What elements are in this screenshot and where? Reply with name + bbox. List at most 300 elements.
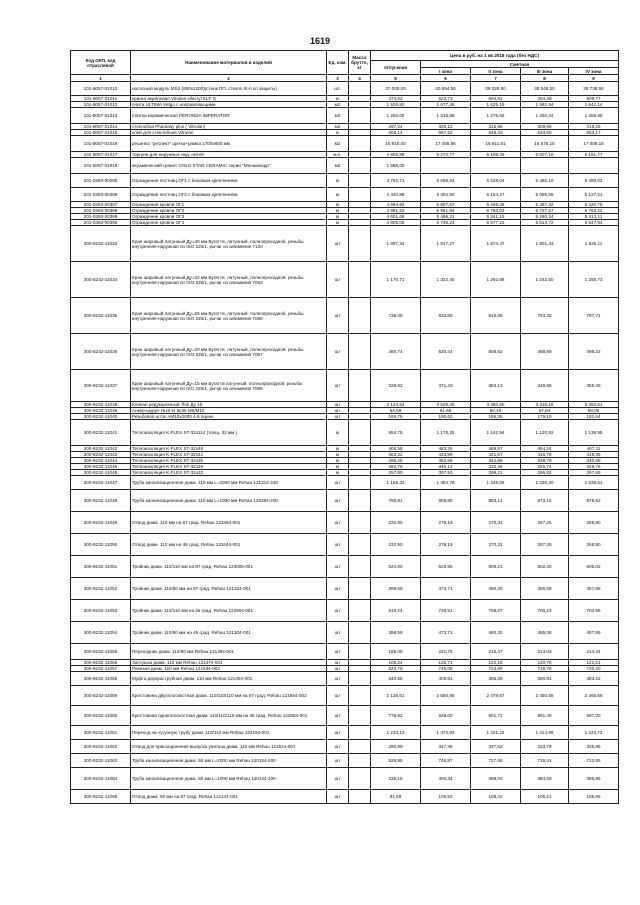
row-retail-price: 4 805,08: [371, 220, 421, 226]
row-name: Кран шаровый латунный Ду=32 мм Бугатти, латунный, полнопроходной, резьбы внутренняя-наружная по ISO 228/1, рычаг из алюминия 7063: [131, 262, 327, 298]
row-zone4-price: 509,77: [569, 96, 619, 102]
row-unit: шт: [327, 660, 349, 666]
table-row: [71, 644, 619, 660]
header-name: Наименование материалов и изделий: [131, 51, 327, 75]
row-unit: кг: [327, 96, 349, 102]
row-zone1-price: 1 322,40: [421, 262, 471, 298]
table-row: [71, 686, 619, 706]
row-zone2-price: 5 449,36: [471, 202, 521, 208]
row-name: Ограждение кровли ОГ3: [131, 214, 327, 220]
row-mass: [349, 556, 371, 578]
header-zone4: IV зона: [569, 68, 619, 75]
row-zone2-price: 883,14: [471, 490, 521, 512]
row-zone3-price: 455,08: [521, 622, 569, 644]
col-number: 7: [471, 75, 521, 82]
row-zone3-price: 416,78: [521, 452, 569, 458]
row-retail-price: 4 805,88: [371, 152, 421, 158]
row-retail-price: 15 910,00: [371, 136, 421, 152]
row-zone2-price: 421,57: [471, 452, 521, 458]
row-code: 300-8232-11064: [71, 768, 131, 790]
row-zone1-price: 109,52: [421, 790, 471, 804]
table-row: [71, 672, 619, 686]
row-zone3-price: 390,81: [521, 672, 569, 686]
row-zone4-price: 121,51: [569, 660, 619, 666]
row-name: решетка "респект" щетка+рамка 1700х800 мм: [131, 136, 327, 152]
row-zone3-price: 384,59: [521, 768, 569, 790]
row-zone3-price: 633,60: [521, 130, 569, 136]
col-number: 4: [349, 75, 371, 82]
row-mass: [349, 706, 371, 726]
row-zone1-price: 5 739,24: [421, 220, 471, 226]
row-zone2-price: 1 345,56: [471, 476, 521, 490]
row-retail-price: 1 697,34: [371, 226, 421, 262]
row-name: Резьбовой шток AM10x2000 4.8 оцинк.: [131, 414, 327, 420]
table-row: [71, 754, 619, 768]
col-number: 5: [371, 75, 421, 82]
row-mass: [349, 644, 371, 660]
table-row: [71, 726, 619, 740]
row-code: 101-8057-01012: [71, 102, 131, 108]
row-zone3-price: 5 280,34: [521, 214, 569, 220]
row-code: 300-8232-11055: [71, 644, 131, 660]
row-unit: шт: [327, 686, 349, 706]
row-zone4-price: 105,86: [569, 790, 619, 804]
row-unit: м: [327, 470, 349, 476]
col-number: 9: [569, 75, 619, 82]
row-retail-price: 284,75: [371, 464, 421, 470]
row-name: Крестовина двухплоскостная диам. 110/110/110 мм на 87 град. Rehau 121564-002: [131, 686, 327, 706]
row-zone1-price: 278,19: [421, 512, 471, 534]
header-price-title: Цена в руб. на 1 кв 2018 года (без НДС): [371, 51, 619, 61]
row-code: 300-8232-11057: [71, 666, 131, 672]
row-retail-price: 396,59: [371, 622, 421, 644]
row-name: Заглушка диам. 110 мм Rehau 121474-001: [131, 660, 327, 666]
row-zone2-price: 609,21: [471, 556, 521, 578]
row-zone3-price: 295,82: [521, 470, 569, 476]
row-zone1-price: 5 688,64: [421, 174, 471, 188]
row-name: Теплоизоляция K-FLEX ST-32x35: [131, 458, 327, 464]
row-code: 300-8232-11048: [71, 490, 131, 512]
table-row: [71, 490, 619, 512]
row-zone1-price: 483,26: [421, 446, 471, 452]
row-mass: [349, 136, 371, 152]
row-retail-price: 1 200,00: [371, 108, 421, 124]
row-unit: шт: [327, 790, 349, 804]
row-zone3-price: 5 727,67: [521, 208, 569, 214]
table-row: [71, 600, 619, 622]
row-code: 300-8232-11035: [71, 298, 131, 334]
row-retail-price: 1 528,82: [371, 102, 421, 108]
row-zone1-price: 928,00: [421, 706, 471, 726]
row-zone4-price: 268,90: [569, 512, 619, 534]
row-zone2-price: 460,30: [471, 578, 521, 600]
row-zone3-price: 455,08: [521, 578, 569, 600]
row-zone4-price: 319,25: [569, 124, 619, 130]
row-zone2-price: 1 292,88: [471, 262, 521, 298]
row-unit: шт: [327, 262, 349, 298]
row-zone2-price: 2 478,67: [471, 686, 521, 706]
row-mass: [349, 226, 371, 262]
row-zone2-price: 60,19: [471, 408, 521, 414]
row-zone4-price: 498,22: [569, 334, 619, 370]
row-name: Теплоизоляция K-FLEX ST-32x28: [131, 464, 327, 470]
row-name: Теплоизоляция K-FLEX ST-32x42: [131, 452, 327, 458]
row-zone1-price: 221,75: [421, 644, 471, 660]
row-zone4-price: 1 138,95: [569, 420, 619, 446]
row-unit: шт: [327, 414, 349, 420]
row-retail-price: 954,75: [371, 420, 421, 446]
row-zone1-price: 400,34: [421, 768, 471, 790]
row-retail-price: 738,06: [371, 298, 421, 334]
row-name: клей для стеклобоев Vitrulan: [131, 130, 327, 136]
row-zone4-price: 335,85: [569, 740, 619, 754]
row-mass: [349, 768, 371, 790]
row-name: стеклобои Phantasy plus ( Vitrulan): [131, 124, 327, 130]
row-code: 300-8232-11062: [71, 740, 131, 754]
row-unit: м: [327, 202, 349, 208]
row-mass: [349, 686, 371, 706]
row-zone3-price: 57,84: [521, 408, 569, 414]
row-zone2-price: 106,42: [471, 790, 521, 804]
row-retail-price: 4 694,92: [371, 202, 421, 208]
row-code: 201-0393-00390: [71, 220, 131, 226]
table-row: [71, 334, 619, 370]
row-zone4-price: 5 161,77: [569, 152, 619, 158]
row-zone4-price: 2 465,69: [569, 686, 619, 706]
row-retail-price: 460,74: [371, 334, 421, 370]
row-unit: шт: [327, 298, 349, 334]
row-code: 300-8232-11052: [71, 578, 131, 600]
col-number: 3: [327, 75, 349, 82]
row-zone1-price: 125,71: [421, 660, 471, 666]
row-code: 300-8232-11038: [71, 402, 131, 408]
row-code: 300-8232-11065: [71, 790, 131, 804]
row-name: Теплоизоляция K-FLEX ST-32x22: [131, 470, 327, 476]
row-zone3-price: 1 120,92: [521, 420, 569, 446]
table-row: [71, 578, 619, 600]
row-zone3-price: 120,76: [521, 660, 569, 666]
row-retail-price: 760,91: [371, 490, 421, 512]
row-zone1-price: 908,88: [421, 490, 471, 512]
row-name: Тройник диам. 110/110 мм на 87 град. Rehau 123005-001: [131, 556, 327, 578]
row-code: 101-8057-01015: [71, 130, 131, 136]
row-retail-price: 4 601,69: [371, 214, 421, 220]
row-zone3-price: 105,21: [521, 790, 569, 804]
row-retail-price: 3 124,54: [371, 402, 421, 408]
row-zone3-price: 5 387,32: [521, 202, 569, 208]
row-unit: м: [327, 214, 349, 220]
row-retail-price: 2 135,61: [371, 686, 421, 706]
row-code: 101-8057-01017: [71, 152, 131, 158]
row-mass: [349, 158, 371, 174]
row-code: 300-8232-11039: [71, 408, 131, 414]
row-code: 300-8232-11040: [71, 414, 131, 420]
row-retail-price: 626,95: [371, 754, 421, 768]
row-retail-price: 776,92: [371, 706, 421, 726]
row-zone4-price: 5 313,11: [569, 214, 619, 220]
row-zone4-price: 467,11: [569, 446, 619, 452]
row-zone2-price: 1 874,47: [471, 226, 521, 262]
row-mass: [349, 370, 371, 402]
row-name: Переход на чугунную трубу диам. 110/110 мм Rehau 123194-001: [131, 726, 327, 740]
row-code: 300-8232-11044: [71, 458, 131, 464]
row-unit: шт: [327, 402, 349, 408]
row-zone1-price: 473,71: [421, 622, 471, 644]
row-mass: [349, 754, 371, 768]
row-retail-price: 328,82: [371, 370, 421, 402]
row-zone3-price: 267,25: [521, 534, 569, 556]
row-code: 300-8232-11060: [71, 706, 131, 726]
row-zone3-price: 602,30: [521, 556, 569, 578]
row-zone1-price: 406,81: [421, 672, 471, 686]
table-row: [71, 420, 619, 446]
row-zone2-price: 504,81: [471, 96, 521, 102]
row-zone2-price: 39 329,80: [471, 82, 521, 96]
row-retail-price: 1 233,13: [371, 726, 421, 740]
row-unit: кг: [327, 130, 349, 136]
row-retail-price: 91,69: [371, 790, 421, 804]
row-zone2-price: 5 528,04: [471, 174, 521, 188]
row-zone2-price: 395,29: [471, 672, 521, 686]
row-zone4-price: 1 835,11: [569, 226, 619, 262]
row-unit: м2: [327, 108, 349, 124]
row-zone1-price: 746,87: [421, 754, 471, 768]
table-row: [71, 298, 619, 334]
row-zone4-price: 797,71: [569, 298, 619, 334]
row-zone3-price: 719,41: [521, 754, 569, 768]
row-zone4-price: 5 547,94: [569, 220, 619, 226]
row-unit: шт: [327, 534, 349, 556]
row-zone2-price: 723,99: [471, 666, 521, 672]
row-code: 300-8232-11042: [71, 446, 131, 452]
row-retail-price: 4 762,71: [371, 174, 421, 188]
row-code: 101-8057-01014: [71, 124, 131, 130]
row-name: Теплоизоляция K-FLEX ST-32x48: [131, 446, 327, 452]
row-zone2-price: 1 625,19: [471, 102, 521, 108]
row-zone2-price: 186,35: [471, 414, 521, 420]
row-unit: м2: [327, 124, 349, 130]
row-code: 300-8232-11063: [71, 754, 131, 768]
header-retail: отпускная: [371, 61, 421, 75]
row-zone1-price: 5 607,67: [421, 202, 471, 208]
row-code: 300-8232-11050: [71, 534, 131, 556]
row-retail-price: 257,80: [371, 470, 421, 476]
row-zone2-price: 469,57: [471, 446, 521, 452]
row-zone4-price: 897,00: [569, 706, 619, 726]
row-name: Отвод диам. 50 мм на 87 град. Rehau 121134-001: [131, 790, 327, 804]
row-zone4-price: 1 338,51: [569, 476, 619, 490]
row-zone3-price: 715,78: [521, 666, 569, 672]
row-unit: шт: [327, 370, 349, 402]
row-retail-price: 405,58: [371, 446, 421, 452]
row-name: Ограждение лестниц ОГ2 с боковым креплением: [131, 188, 327, 202]
row-code: 300-8232-11041: [71, 420, 131, 446]
row-code: 300-8232-11059: [71, 686, 131, 706]
row-zone2-price: 1 275,56: [471, 108, 521, 124]
row-zone3-price: 5 095,58: [521, 188, 569, 202]
row-retail-price: 4 440,88: [371, 188, 421, 202]
row-zone2-price: 5 577,22: [471, 220, 521, 226]
row-name: Труба канализационная диам. 50 мм L=1000 мм Rehau 120134-200: [131, 768, 327, 790]
row-zone1-price: [421, 158, 471, 174]
row-zone2-price: 727,66: [471, 754, 521, 768]
table-row: [71, 82, 619, 96]
row-retail-price: 474,62: [371, 96, 421, 102]
row-zone1-price: 833,69: [421, 298, 471, 334]
table-row: [71, 740, 619, 754]
row-unit: шт: [327, 476, 349, 490]
row-retail-price: 4 991,53: [371, 208, 421, 214]
row-name: Ограждение кровли ОГ1: [131, 202, 327, 208]
row-name: Тройник диам. 110/50 мм на 87 град. Rehau 121324-001: [131, 578, 327, 600]
row-code: 300-8232-11036: [71, 334, 131, 370]
row-unit: шт.: [327, 82, 349, 96]
row-zone1-price: 2 550,86: [421, 686, 471, 706]
row-zone4-price: 5 499,02: [569, 174, 619, 188]
row-unit: шт: [327, 578, 349, 600]
row-unit: м: [327, 174, 349, 188]
row-zone3-price: 5 007,10: [521, 152, 569, 158]
row-zone2-price: 3 450,60: [471, 402, 521, 408]
row-name: Ограждение лестниц ОГ1 с боковым креплением: [131, 174, 327, 188]
table-row: [71, 108, 619, 124]
row-zone1-price: 433,89: [421, 452, 471, 458]
row-zone4-price: 386,96: [569, 768, 619, 790]
row-code: 300-8232-11058: [71, 672, 131, 686]
row-code: 101-8057-01010: [71, 82, 131, 96]
row-code: 300-8232-11056: [71, 660, 131, 666]
row-code: 300-8232-11045: [71, 464, 131, 470]
table-row: [71, 556, 619, 578]
row-retail-price: 232,90: [371, 512, 421, 534]
row-code: 201-0393-00389: [71, 214, 131, 220]
row-zone3-price: 783,32: [521, 298, 569, 334]
row-zone1-price: 17 455,66: [421, 136, 471, 152]
row-unit: шт: [327, 644, 349, 660]
page-number: 1619: [309, 36, 331, 46]
row-zone2-price: 5 341,15: [471, 214, 521, 220]
row-name: плита ULTIMA Vetgo с направляющими: [131, 102, 327, 108]
row-zone4-price: 5 420,75: [569, 202, 619, 208]
row-zone2-price: 315,96: [471, 124, 521, 130]
row-unit: м2: [327, 158, 349, 174]
row-unit: шт: [327, 408, 349, 414]
row-unit: м: [327, 208, 349, 214]
row-retail-price: 37 000,00: [371, 82, 421, 96]
row-mass: [349, 82, 371, 96]
row-zone2-price: 646,43: [471, 130, 521, 136]
table-row: [71, 790, 619, 804]
row-mass: [349, 188, 371, 202]
row-zone4-price: 1 288,86: [569, 108, 619, 124]
row-zone1-price: 326,12: [421, 124, 471, 130]
row-zone1-price: 61,66: [421, 408, 471, 414]
row-zone3-price: 5 465,10: [521, 174, 569, 188]
row-code: 300-8232-11061: [71, 726, 131, 740]
table-row: [71, 226, 619, 262]
row-mass: [349, 476, 371, 490]
row-unit: шт: [327, 672, 349, 686]
row-zone3-price: 1 250,24: [521, 108, 569, 124]
row-zone3-price: 891,49: [521, 706, 569, 726]
row-name: Переходник диам. 110/50 мм Rehau 121394-001: [131, 644, 327, 660]
row-zone4-price: 355,28: [569, 370, 619, 402]
row-zone1-price: 3 529,40: [421, 402, 471, 408]
row-zone1-price: 473,71: [421, 578, 471, 600]
col-number: 2: [131, 75, 327, 82]
row-mass: [349, 174, 371, 188]
row-zone4-price: 457,89: [569, 578, 619, 600]
row-retail-price: 623,79: [371, 666, 421, 672]
row-name: Тройник диам. 110/50 мм на 45 град. Rehau 121304-001: [131, 622, 327, 644]
row-zone2-price: 16 911,81: [471, 136, 521, 152]
row-zone4-price: 5 763,22: [569, 208, 619, 214]
row-mass: [349, 672, 371, 686]
row-zone1-price: 1 316,58: [421, 108, 471, 124]
row-unit: м.п.: [327, 152, 349, 158]
table-row: [71, 534, 619, 556]
row-code: 101-8057-01013: [71, 108, 131, 124]
table-row: [71, 476, 619, 490]
row-retail-price: 296,25: [371, 458, 421, 464]
row-code: 201-0393-00286: [71, 188, 131, 202]
row-retail-price: 232,90: [371, 534, 421, 556]
row-zone3-price: 873,12: [521, 490, 569, 512]
row-retail-price: 335,16: [371, 768, 421, 790]
price-table: [70, 50, 619, 804]
col-number: 1: [71, 75, 131, 82]
row-name: Отвод для присоединения выпуска унитаза диам. 110 мм Rehau 121624-001: [131, 740, 327, 754]
column-number-row: [71, 75, 619, 82]
row-zone3-price: 213,03: [521, 644, 569, 660]
header-zone3: III зона: [521, 68, 569, 75]
row-unit: шт: [327, 600, 349, 622]
row-zone1-price: 190,62: [421, 414, 471, 420]
row-zone3-price: 1 330,30: [521, 476, 569, 490]
row-name: Кран шаровый латунный Ду=15 мм Бугатти латунный, полнопроходной, резьбы внутренняя-наружная по ISO 228/1, рычаг из алюминия 7086: [131, 370, 327, 402]
row-zone3-price: 5 513,72: [521, 220, 569, 226]
row-retail-price: 363,22: [371, 452, 421, 458]
row-zone2-price: 270,31: [471, 512, 521, 534]
col-number: 6: [421, 75, 471, 82]
table-row: [71, 622, 619, 644]
row-zone2-price: 299,21: [471, 470, 521, 476]
row-zone3-price: 348,98: [521, 370, 569, 402]
header-unit: Ед. изм.: [327, 51, 349, 75]
row-retail-price: 297,24: [371, 124, 421, 130]
row-code: 201-0393-00285: [71, 174, 131, 188]
row-name: Кран шаровый латунный Ду=25 мм Бугатти, латунный, полнопроходной, резьбы внутренняя-наружная по ISO 228/1, рычаг из алюминия 7086: [131, 298, 327, 334]
row-zone3-price: 1 242,50: [521, 262, 569, 298]
row-name: Ограждение кровли ОГ4: [131, 220, 327, 226]
row-retail-price: 610,24: [371, 600, 421, 622]
row-retail-price: 54,59: [371, 408, 421, 414]
row-name: Ограждение кровли ОГ2: [131, 208, 327, 214]
row-zone2-price: 5 108,49: [471, 152, 521, 158]
row-name: Крестовина одноплоскостная диам. 110/110/110 мм на 45 град. Rehau 122864-001: [131, 706, 327, 726]
row-zone4-price: 39 739,84: [569, 82, 619, 96]
table-row: [71, 174, 619, 188]
row-zone3-price: 1 414,98: [521, 726, 569, 740]
header-zone2: II зона: [471, 68, 521, 75]
row-zone4-price: 340,88: [569, 458, 619, 464]
row-unit: шт: [327, 334, 349, 370]
row-zone4-price: 17 088,18: [569, 136, 619, 152]
table-row: [71, 158, 619, 174]
row-mass: [349, 262, 371, 298]
row-zone2-price: 122,15: [471, 660, 521, 666]
row-unit: шт: [327, 740, 349, 754]
